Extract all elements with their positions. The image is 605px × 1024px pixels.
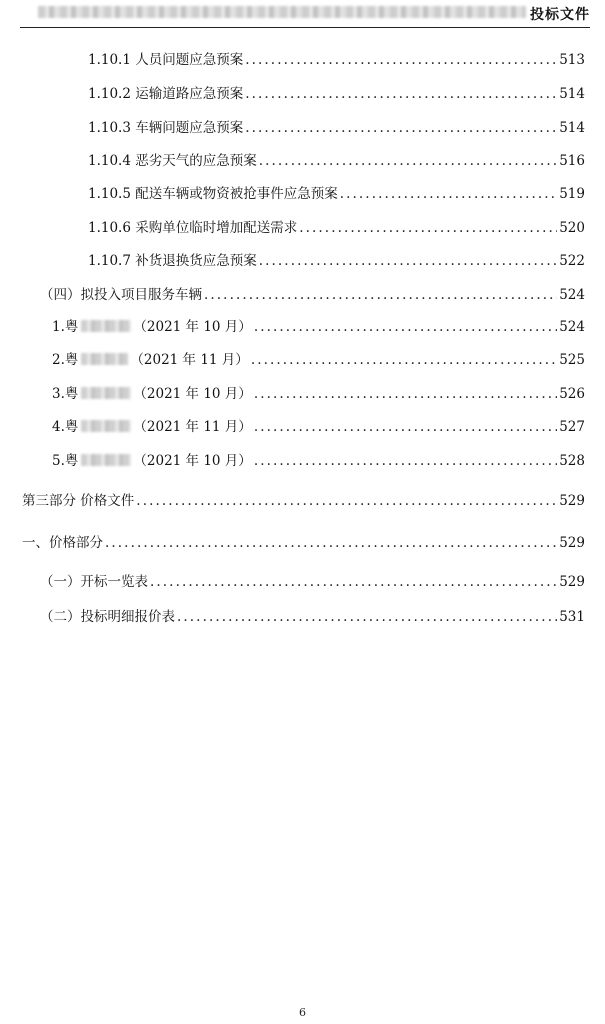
toc-entry-title: 人员问题应急预案 [135,52,244,68]
toc-entry-date: （2021 年 10 月） [133,453,252,469]
toc-entry-page: 529 [559,535,585,551]
toc-entry-page: 525 [559,352,585,368]
toc-entry-page: 513 [559,52,585,68]
toc-entry[interactable] [52,384,585,404]
toc-entry-title: 车辆问题应急预案 [135,120,244,136]
toc-entry-page: 520 [559,220,585,236]
toc-entry[interactable] [40,572,585,592]
toc-entry-number: 1.10.7 [88,253,136,269]
toc-entry-page: 524 [559,287,585,303]
toc-entry[interactable] [88,218,585,238]
toc-entry-page: 514 [559,86,585,102]
dot-leader [105,533,557,553]
toc-entry-title: 粤 [64,453,79,469]
page-number: 6 [299,1006,306,1019]
toc-entry-number: 2. [52,352,65,368]
toc-entry-title: （一）开标一览表 [40,574,148,590]
toc-entry-number: 3. [52,386,65,402]
header-title: 投标文件 [530,7,590,23]
toc-entry-date: （2021 年 10 月） [133,319,252,335]
toc-entry-page: 526 [559,386,585,402]
toc-entry-title: 一、价格部分 [22,535,103,551]
toc-entry-page: 529 [559,493,585,509]
toc-entry-number: 4. [52,419,65,435]
dot-leader [254,451,557,471]
toc-entry[interactable] [88,151,585,171]
dot-leader [177,607,557,627]
toc-entry-title: （二）投标明细报价表 [40,609,175,625]
toc-entry-title: 粤 [64,386,79,402]
toc-entry-date: （2021 年 10 月） [133,386,252,402]
toc-entry-page: 519 [559,186,585,202]
toc-entry[interactable] [52,451,585,471]
toc-entry[interactable] [88,50,585,70]
dot-leader [204,285,557,305]
toc-entry-title: 粤 [64,419,79,435]
dot-leader [136,491,557,511]
toc-entry-number: 1.10.5 [88,186,136,202]
toc-entry-page: 524 [559,319,585,335]
toc-entry[interactable] [88,184,585,204]
toc-entry-number: 1.10.3 [88,120,136,136]
toc-entry-title: 配送车辆或物资被抢事件应急预案 [135,186,338,202]
redacted-plate-number [81,454,131,466]
toc-entry[interactable] [52,317,585,337]
toc-entry[interactable] [88,84,585,104]
dot-leader [254,317,557,337]
toc-entry[interactable] [88,251,585,271]
dot-leader [299,218,557,238]
redacted-project-name [38,6,526,18]
toc-entry-date: （2021 年 11 月） [130,352,249,368]
redacted-plate-number [81,320,131,332]
dot-leader [340,184,557,204]
toc-entry-title: 粤 [64,319,79,335]
toc-entry[interactable] [40,285,585,305]
toc-entry-title: 运输道路应急预案 [135,86,244,102]
dot-leader [251,350,557,370]
dot-leader [245,84,557,104]
dot-leader [259,251,557,271]
toc-entry[interactable] [88,118,585,138]
toc-entry[interactable] [52,350,585,370]
toc-entry-number: 1.10.2 [88,86,136,102]
toc-entry-number: 1.10.1 [88,52,136,68]
toc-entry-page: 528 [559,453,585,469]
toc-entry[interactable] [22,491,585,511]
toc-entry[interactable] [40,607,585,627]
toc-entry-title: 粤 [64,352,79,368]
toc-entry-title: 恶劣天气的应急预案 [135,153,257,169]
toc-entry[interactable] [52,417,585,437]
dot-leader [254,384,557,404]
toc-entry-date: （2021 年 11 月） [133,419,252,435]
toc-entry-number: 1.10.4 [88,153,136,169]
toc-entry-title: 补货退换货应急预案 [135,253,257,269]
toc-entry-page: 531 [559,609,585,625]
dot-leader [150,572,557,592]
toc-entry-page: 514 [559,120,585,136]
dot-leader [245,50,557,70]
redacted-plate-number [81,353,128,365]
toc-entry[interactable] [22,533,585,553]
redacted-plate-number [81,387,131,399]
toc-entry-title: 采购单位临时增加配送需求 [135,220,298,236]
toc-entry-page: 516 [559,153,585,169]
dot-leader [259,151,557,171]
page-header [20,0,590,28]
toc-entry-number: 1.10.6 [88,220,136,236]
toc-entry-number: 1. [52,319,65,335]
toc-entry-page: 522 [559,253,585,269]
redacted-plate-number [81,420,131,432]
toc-entry-title: （四）拟投入项目服务车辆 [40,287,202,303]
toc-entry-page: 529 [559,574,585,590]
dot-leader [254,417,557,437]
dot-leader [245,118,557,138]
toc-entry-number: 5. [52,453,65,469]
toc-entry-page: 527 [559,419,585,435]
toc-entry-title: 第三部分 价格文件 [22,493,135,509]
